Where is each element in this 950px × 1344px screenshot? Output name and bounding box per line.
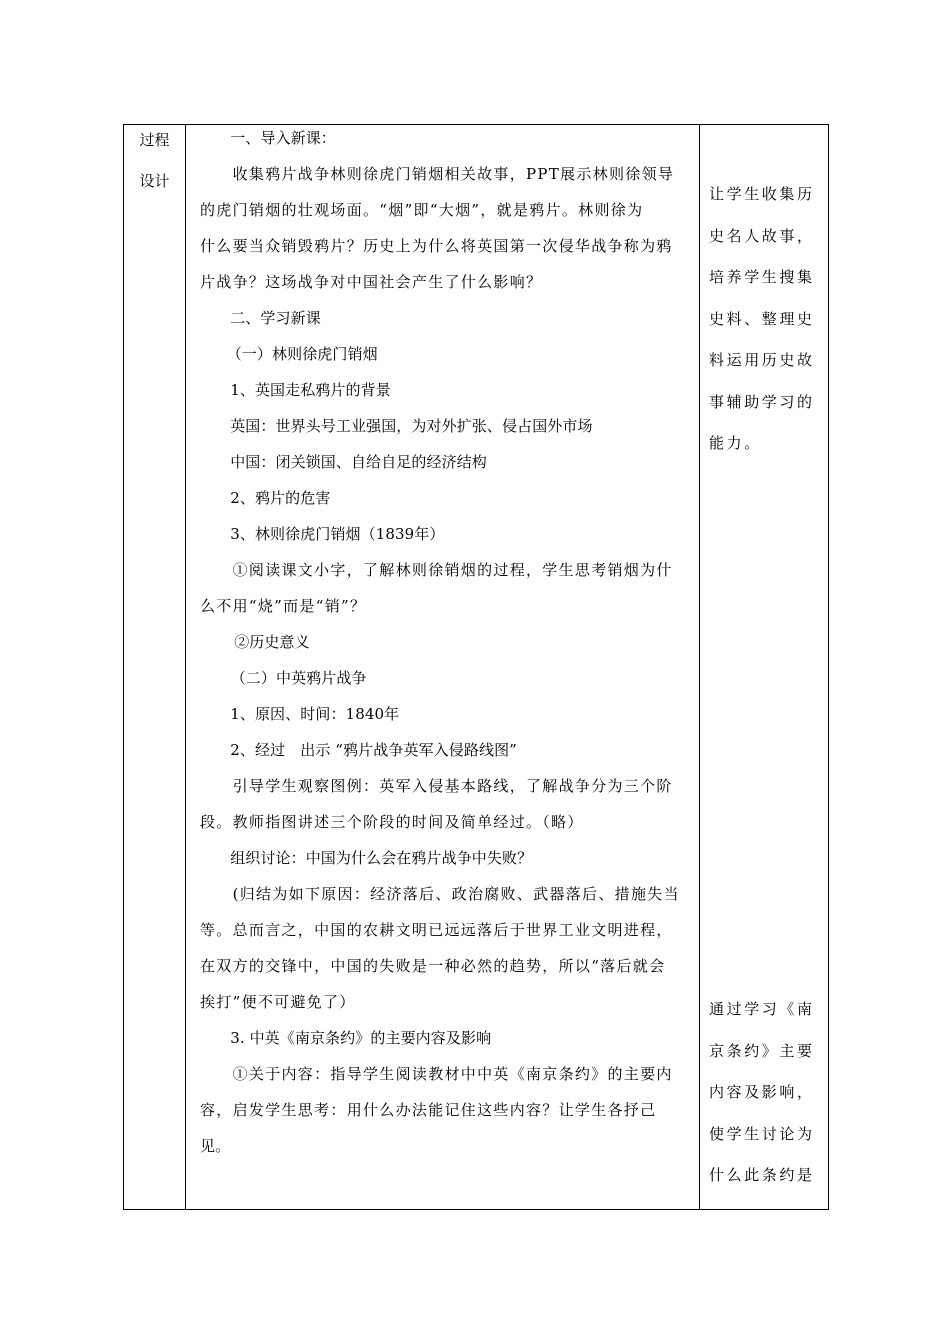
content-line: 2、鸦片的危害 [200,489,331,507]
content-line: 引导学生观察图例：英军入侵基本路线，了解战争分为三个阶 [200,777,673,795]
content-line: （一）林则徐虎门销烟 [204,345,378,363]
design-note-line: 什么此条约是 [709,1166,815,1184]
section-label-line-2: 设计 [139,172,170,190]
design-note-line: 能力。 [709,434,762,452]
content-line: 3. 中英《南京条约》的主要内容及影响 [200,1029,492,1047]
section-label-line-1: 过程 [139,131,170,149]
content-line: 段。教师指图讲述三个阶段的时间及简单经过。（略） [200,813,584,831]
content-line: 在双方的交锋中，中国的失败是一种必然的趋势，所以“落后就会 [200,957,666,975]
content-line: （二）中英鸦片战争 [208,669,367,687]
design-note-line: 料运用历史故 [709,351,815,369]
design-note-line: 内容及影响， [709,1083,815,1101]
content-line: 1、英国走私鸦片的背景 [200,381,391,399]
design-notes-cell [700,125,829,1210]
content-line: 等。总而言之，中国的农耕文明已远远落后于世界工业文明进程， [200,921,673,939]
content-line: 收集鸦片战争林则徐虎门销烟相关故事，PPT展示林则徐领导 [200,165,675,183]
section-label-cell [124,125,186,1210]
lesson-content-cell [186,125,700,1210]
design-note-line: 事辅助学习的 [709,392,815,411]
lesson-plan-table [123,124,829,1210]
design-note-line: 史料、整理史 [709,309,815,328]
content-line: ①阅读课文小字，了解林则徐销烟的过程，学生思考销烟为什 [200,561,673,579]
content-line: 1、原因、时间：1840年 [200,705,400,723]
content-line: ①关于内容：指导学生阅读教材中中英《南京条约》的主要内 [200,1065,673,1083]
content-line: 么不用“烧”而是“销”？ [200,597,367,615]
content-line: ②历史意义 [204,633,310,651]
design-note-line: 培养学生搜集 [709,268,815,286]
content-line: 英国：世界头号工业强国，为对外扩张、侵占国外市场 [200,417,593,435]
content-line: 组织讨论：中国为什么会在鸦片战争中失败？ [200,849,533,867]
content-line: 挨打”便不可避免了） [200,993,356,1011]
design-note-line: 使学生讨论为 [709,1124,815,1143]
content-line: 的虎门销烟的壮观场面。“烟”即“大烟”，就是鸦片。林则徐为 [200,201,644,219]
design-note-line: 京条约》主要 [709,1041,815,1060]
content-line: 中国：闭关锁国、自给自足的经济结构 [200,453,487,471]
content-line: 片战争？这场战争对中国社会产生了什么影响？ [200,273,543,291]
content-line: 2、经过 出示 “鸦片战争英军入侵路线图” [200,741,517,759]
content-line: (归结为如下原因：经济落后、政治腐败、武器落后、措施失当 [200,885,680,903]
content-line: 一、导入新课： [200,129,336,147]
content-line: 二、学习新课 [200,309,321,327]
design-note-line: 让学生收集历 [709,185,815,203]
content-line: 什么要当众销毁鸦片？历史上为什么将英国第一次侵华战争称为鸦 [200,237,673,255]
design-note-line: 通过学习《南 [709,1000,815,1018]
content-line: 3、林则徐虎门销烟（1839年） [200,525,445,543]
content-line: 容，启发学生思考：用什么办法能记住这些内容？让学生各抒己 [200,1101,657,1119]
design-note-line: 史名人故事， [709,226,815,245]
content-line: 见。 [200,1137,231,1155]
